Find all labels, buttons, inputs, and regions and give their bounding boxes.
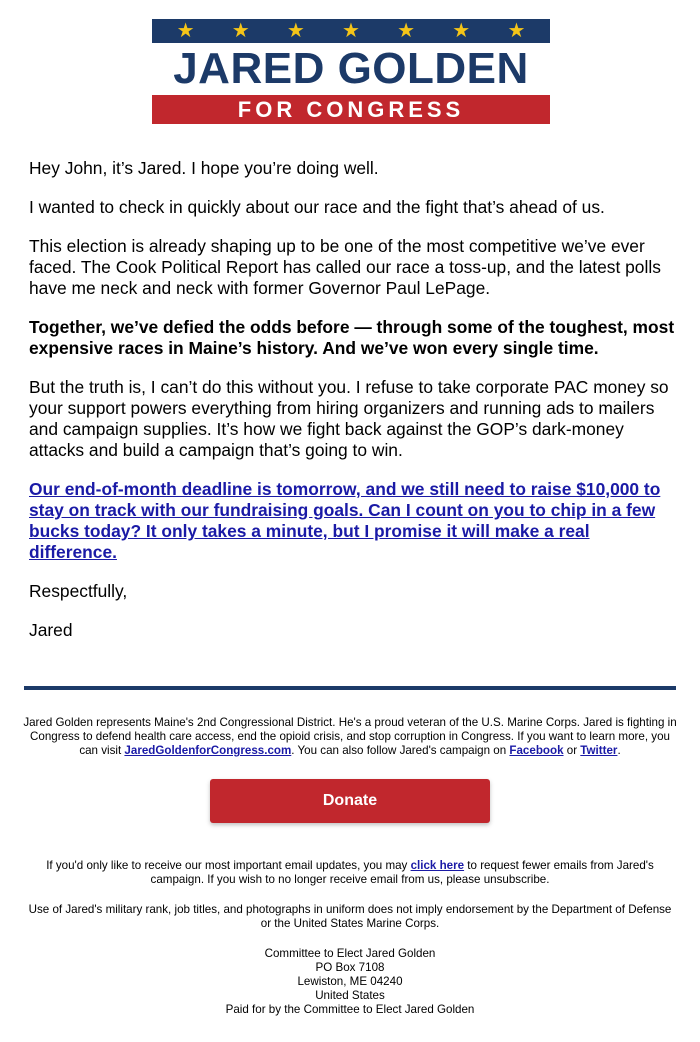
po-box: PO Box 7108 xyxy=(315,961,385,974)
fewer-emails-link[interactable]: click here xyxy=(410,859,465,872)
email-preferences xyxy=(22,859,678,887)
greeting: Hey John, it’s Jared. I hope you’re doing well. xyxy=(29,158,379,178)
campaign-logo xyxy=(152,19,550,124)
star-icon: ★ xyxy=(397,20,416,42)
star-icon: ★ xyxy=(452,20,471,42)
email-body xyxy=(29,158,679,659)
paragraph-4: But the truth is, I can’t do this without you. I refuse to take corporate PAC money so your support powers everything from hiring organizers and running ads to mailers and campaign supplies. It’s how we fight back against the GOP’s dark-money attacks and build a campaign that’s going to win. xyxy=(29,377,669,460)
city-state-zip: Lewiston, ME 04240 xyxy=(297,975,403,988)
footer-about-text: Jared Golden represents Maine's 2nd Congressional District. He's a proud veteran of the U.S. Marine Corps. Jared is fighting in Congress to defend health care access, end the opioid crisis, and stop corruption in Congress. If you want to learn more, you can visit xyxy=(23,716,677,757)
website-link[interactable]: JaredGoldenforCongress.com xyxy=(124,744,292,757)
star-icon: ★ xyxy=(176,20,195,42)
star-icon: ★ xyxy=(231,20,250,42)
logo-star-band xyxy=(152,19,550,43)
facebook-link[interactable]: Facebook xyxy=(509,744,564,757)
committee-name: Committee to Elect Jared Golden xyxy=(264,947,436,960)
star-icon: ★ xyxy=(342,20,360,42)
star-icon: ★ xyxy=(286,20,305,42)
paid-for-notice: Paid for by the Committee to Elect Jared Golden xyxy=(225,1003,475,1016)
star-icon: ★ xyxy=(507,20,526,42)
footer-divider xyxy=(24,686,676,690)
mailing-address xyxy=(22,947,678,1017)
footer-period: . xyxy=(617,744,621,757)
logo-subtitle: FOR CONGRESS xyxy=(152,95,550,124)
paragraph-2: This election is already shaping up to be one of the most competitive we’ve ever faced. The Cook Political Report has called our race a toss-up, and the latest polls have me neck and neck with former Governor Paul LePage. xyxy=(29,236,661,298)
signoff: Respectfully, xyxy=(29,581,128,601)
donate-button[interactable]: Donate xyxy=(210,779,490,823)
paragraph-1: I wanted to check in quickly about our race and the fight that’s ahead of us. xyxy=(29,197,605,217)
twitter-link[interactable]: Twitter xyxy=(580,744,618,757)
preferences-text-2: to request fewer emails from Jared's campaign. If you wish to no longer receive email from us, please unsubscribe. xyxy=(150,859,654,886)
donation-ask-link[interactable]: Our end-of-month deadline is tomorrow, and we still need to raise $10,000 to stay on track with our fundraising goals. Can I count on you to chip in a few bucks today? It only takes a minute, but I promise it will make a real difference. xyxy=(29,479,661,562)
signature: Jared xyxy=(29,620,73,640)
logo-name: JARED GOLDEN xyxy=(173,44,529,93)
military-disclaimer: Use of Jared's military rank, job titles, and photographs in uniform does not imply endorsement by the Department of Defense or the United States Marine Corps. xyxy=(28,903,672,930)
paragraph-3-bold: Together, we’ve defied the odds before — through some of the toughest, most expensive races in Maine’s history. And we’ve won every single time. xyxy=(29,317,675,358)
footer-about xyxy=(22,716,678,758)
country: United States xyxy=(315,989,385,1002)
footer-or-text: or xyxy=(563,744,581,757)
preferences-text: If you'd only like to receive our most important email updates, you may xyxy=(46,859,411,872)
footer-about-text-2: . You can also follow Jared's campaign on xyxy=(291,744,510,757)
